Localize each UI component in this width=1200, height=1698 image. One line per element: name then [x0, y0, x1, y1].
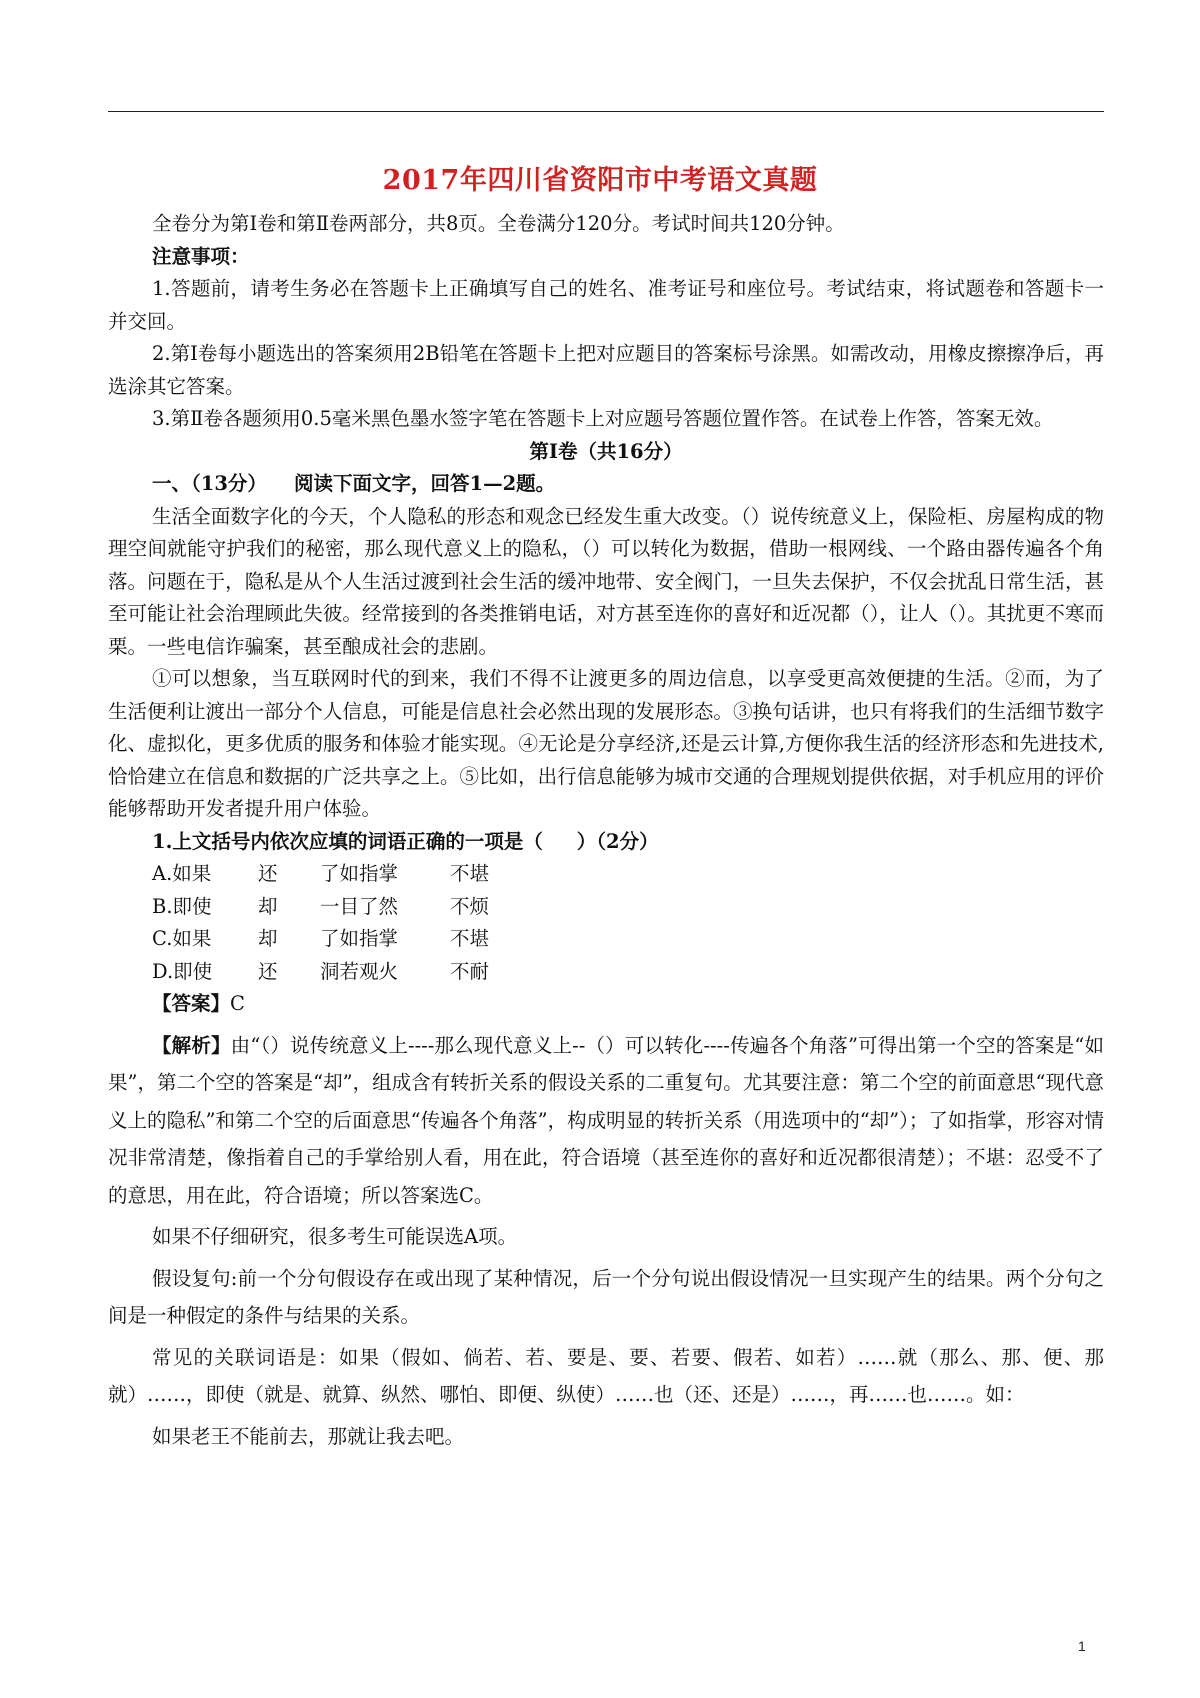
option-word: 不耐 [450, 959, 490, 983]
option-word: 不堪 [450, 927, 490, 950]
option-d [152, 956, 1104, 989]
option-c [152, 923, 1104, 956]
header-rule [108, 111, 1104, 112]
analysis-text: 由“（）说传统意义上----那么现代意义上--（）可以转化----传遍各个角落”可得出第一个空的答案是“如果”，第二个空的答案是“却”，组成含有转折关系的假设关系的二重复句。尤其要注意：第二个空的前面意思“现代意义上的隐私”和第二个空的后面意思“传遍各个角落”，构成明显的转折关系（用选项中的“却”）；了如指掌，形容对情况非常清楚，像指着自己的手掌给别人看，用在此，符合语境（甚至连你的喜好和近况都很清楚）；不堪：忍受不了的意思，用在此，符合语境；所以答案选C。 [108, 1033, 1104, 1207]
option-word: 还 [258, 862, 278, 885]
analysis-paragraph [108, 1027, 1104, 1215]
answer-label: 【答案】 [152, 992, 231, 1015]
answer-value: C [230, 992, 245, 1015]
option-word: 不烦 [450, 894, 490, 918]
option-letter-word: D.即使 [152, 959, 213, 983]
question-stem: 1.上文括号内依次应填的词语正确的一项是（ ）（2分） [152, 829, 659, 853]
option-word: 却 [258, 894, 278, 918]
analysis-extra: 如果老王不能前去，那就让我去吧。 [152, 1424, 465, 1448]
option-word: 不堪 [450, 862, 490, 885]
option-a [152, 858, 1104, 891]
passage-paragraph: 生活全面数字化的今天，个人隐私的形态和观念已经发生重大改变。（）说传统意义上，保险柜、房屋构成的物理空间就能守护我们的秘密，那么现代意义上的隐私，（）可以转化为数据，借助一根网线、一个路由器传遍各个角落。问题在于，隐私是从个人生活过渡到社会生活的缓冲地带、安全阀门，一旦失去保护，不仅会扰乱日常生活，甚至可能让社会治理顾此失彼。经常接到的各类推销电话，对方甚至连你的喜好和近况都（），让人（）。其扰更不寒而栗。一些电信诈骗案，甚至酿成社会的悲剧。 [108, 504, 1104, 658]
section-title: 第Ⅰ卷（共16分） [529, 439, 683, 463]
analysis-extra: 如果不仔细研究，很多考生可能误选A项。 [152, 1225, 518, 1248]
notice-heading: 注意事项： [152, 244, 250, 268]
passage-paragraph: ①可以想象，当互联网时代的到来，我们不得不让渡更多的周边信息，以享受更高效便捷的生活。②而，为了生活便利让渡出一部分个人信息，可能是信息社会必然出现的发展形态。③换句话讲，也只有将我们的生活细节数字化、虚拟化，更多优质的服务和体验才能实现。④无论是分享经济,还是云计算,方便你我生活的经济形态和先进技术,恰恰建立在信息和数据的广泛共享之上。⑤比如，出行信息能够为城市交通的合理规划提供依据，对手机应用的评价能够帮助开发者提升用户体验。 [108, 667, 1104, 820]
intro-paragraph: 全卷分为第Ⅰ卷和第Ⅱ卷两部分，共8页。全卷满分120分。考试时间共120分钟。 [152, 212, 845, 235]
analysis-extra: 常见的关联词语是：如果（假如、倘若、若、要是、要、若要、假若、如若）……就（那么、那、便、那就）……，即使（就是、就算、纵然、哪怕、即便、纵使）……也（还、还是）……，再……也……。如： [108, 1345, 1104, 1406]
document-title: 2017年四川省资阳市中考语文真题 [382, 165, 818, 196]
document-body [108, 208, 1104, 1455]
answer-line [108, 988, 1104, 1021]
option-word: 还 [258, 959, 278, 983]
option-letter-word: C.如果 [152, 927, 212, 950]
option-word: 了如指掌 [320, 862, 399, 885]
page-number: 1 [1078, 1638, 1086, 1654]
analysis-block [108, 1027, 1104, 1456]
option-letter-word: A.如果 [152, 862, 212, 885]
option-b [152, 891, 1104, 924]
option-word: 了如指掌 [320, 927, 399, 950]
notice-item: 3.第Ⅱ卷各题须用0.5毫米黑色墨水签字笔在答题卡上对应题号答题位置作答。在试卷上作答，答案无效。 [152, 407, 1054, 430]
option-word: 却 [258, 927, 278, 950]
notice-item: 1.答题前，请考生务必在答题卡上正确填写自己的姓名、准考证号和座位号。考试结束，将试题卷和答题卡一并交回。 [108, 277, 1104, 333]
part1-heading: 一、（13分） 阅读下面文字，回答1—2题。 [152, 472, 556, 495]
analysis-label: 【解析】 [152, 1033, 231, 1057]
answer-options [108, 858, 1104, 988]
option-word: 洞若观火 [320, 959, 399, 983]
analysis-extra: 假设复句:前一个分句假设存在或出现了某种情况，后一个分句说出假设情况一旦实现产生的结果。两个分句之间是一种假定的条件与结果的关系。 [108, 1266, 1104, 1327]
option-word: 一目了然 [320, 894, 399, 918]
notice-item: 2.第Ⅰ卷每小题选出的答案须用2B铅笔在答题卡上把对应题目的答案标号涂黑。如需改动，用橡皮擦擦净后，再选涂其它答案。 [108, 342, 1104, 398]
option-letter-word: B.即使 [152, 894, 212, 918]
